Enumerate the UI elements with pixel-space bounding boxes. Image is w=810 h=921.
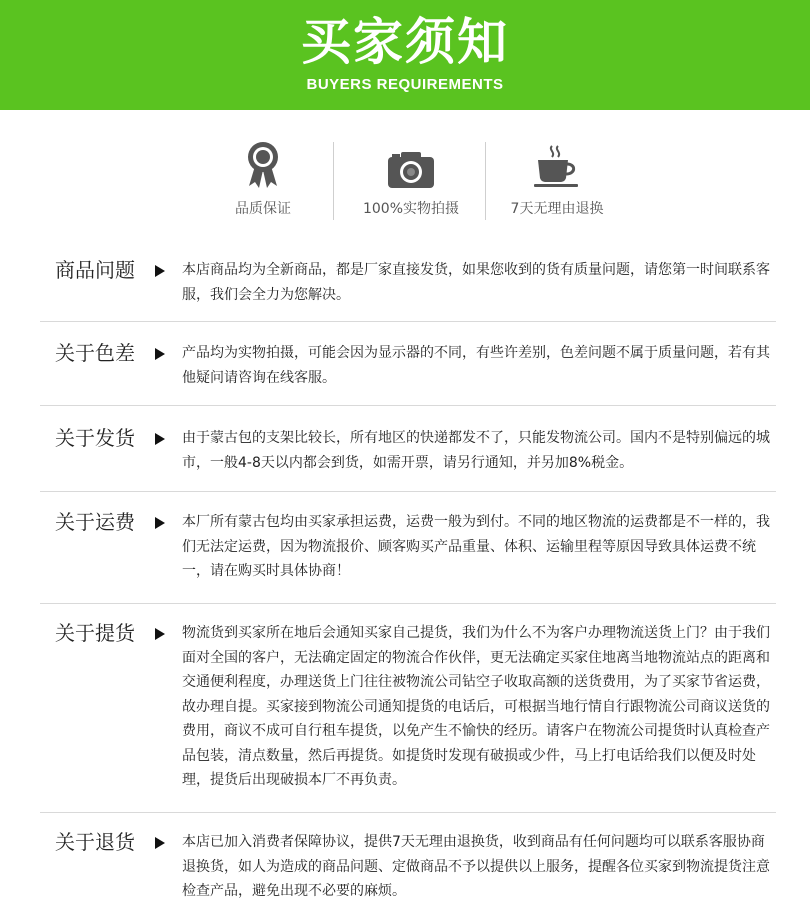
arrow-right-icon [155,433,165,445]
feature-label: 7天无理由退换 [510,201,604,217]
camera-icon [331,140,491,190]
section-heading: 商品问题 [55,258,135,282]
award-ribbon-icon [183,140,343,190]
page-title: 买家须知 [301,13,509,71]
section-divider [40,603,776,604]
header-banner [0,0,810,110]
section-heading: 关于运费 [55,510,135,534]
feature-label: 100%实物拍摄 [362,201,460,217]
section-text: 本店已加入消费者保障协议，提供7天无理由退换货，收到商品有任何问题均可以联系客服协商退换货，如人为造成的商品问题、定做商品不予以提供以上服务，提醒各位买家到物流提货注意检查产品，避免出现不必要的麻烦。 [182,834,770,899]
section-text: 本厂所有蒙古包均由买家承担运费，运费一般为到付。不同的地区物流的运费都是不一样的，我们无法定运费，因为物流报价、顾客购买产品重量、体积、运输里程等原因导致具体运费不统一，请在购买时具体协商！ [182,514,770,579]
section-divider [40,491,776,492]
feature-return [477,140,637,218]
section-heading: 关于提货 [55,621,135,645]
section-heading: 关于退货 [55,830,135,854]
section-text: 物流货到买家所在地后会通知买家自己提货，我们为什么不为客户办理物流送货上门？由于我们面对全国的客户，无法确定固定的物流合作伙伴，更无法确定买家住地离当地物流站点的距离和交通便利程度，办理送货上门往往被物流公司钻空子收取高额的送货费用，为了买家节省运费，故办理自提。买家接到物流公司通知提货的电话后，可根据当地行情自行跟物流公司商议送货的费用，商议不成可自行租车提货，以免产生不愉快的经历。请客户在物流公司提货时认真检查产品包装，清点数量，然后再提货。如提货时发现有破损或少件，马上打电话给我们以便及时处理，提货后出现破损本厂不再负责。 [182,625,770,788]
coffee-cup-icon [477,140,637,190]
section-text: 由于蒙古包的支架比较长，所有地区的快递都发不了，只能发物流公司。国内不是特别偏远的城市，一般4-8天以内都会到货，如需开票，请另行通知，并另加8%税金。 [182,430,770,471]
feature-label: 品质保证 [235,201,291,217]
section-divider [40,405,776,406]
section-text: 本店商品均为全新商品，都是厂家直接发货，如果您收到的货有质量问题，请您第一时间联系客服，我们会全力为您解决。 [182,262,770,303]
section-heading: 关于色差 [55,341,135,365]
feature-quality [183,140,343,218]
arrow-right-icon [155,837,165,849]
arrow-right-icon [155,628,165,640]
section-heading: 关于发货 [55,426,135,450]
section-divider [40,812,776,813]
page-subtitle: BUYERS REQUIREMENTS [306,76,504,93]
feature-strip [0,140,810,230]
section-divider [40,321,776,322]
feature-real-photos [331,140,491,218]
arrow-right-icon [155,265,165,277]
section-text: 产品均为实物拍摄，可能会因为显示器的不同，有些许差别，色差问题不属于质量问题，若有其他疑问请咨询在线客服。 [182,345,770,386]
arrow-right-icon [155,517,165,529]
arrow-right-icon [155,348,165,360]
